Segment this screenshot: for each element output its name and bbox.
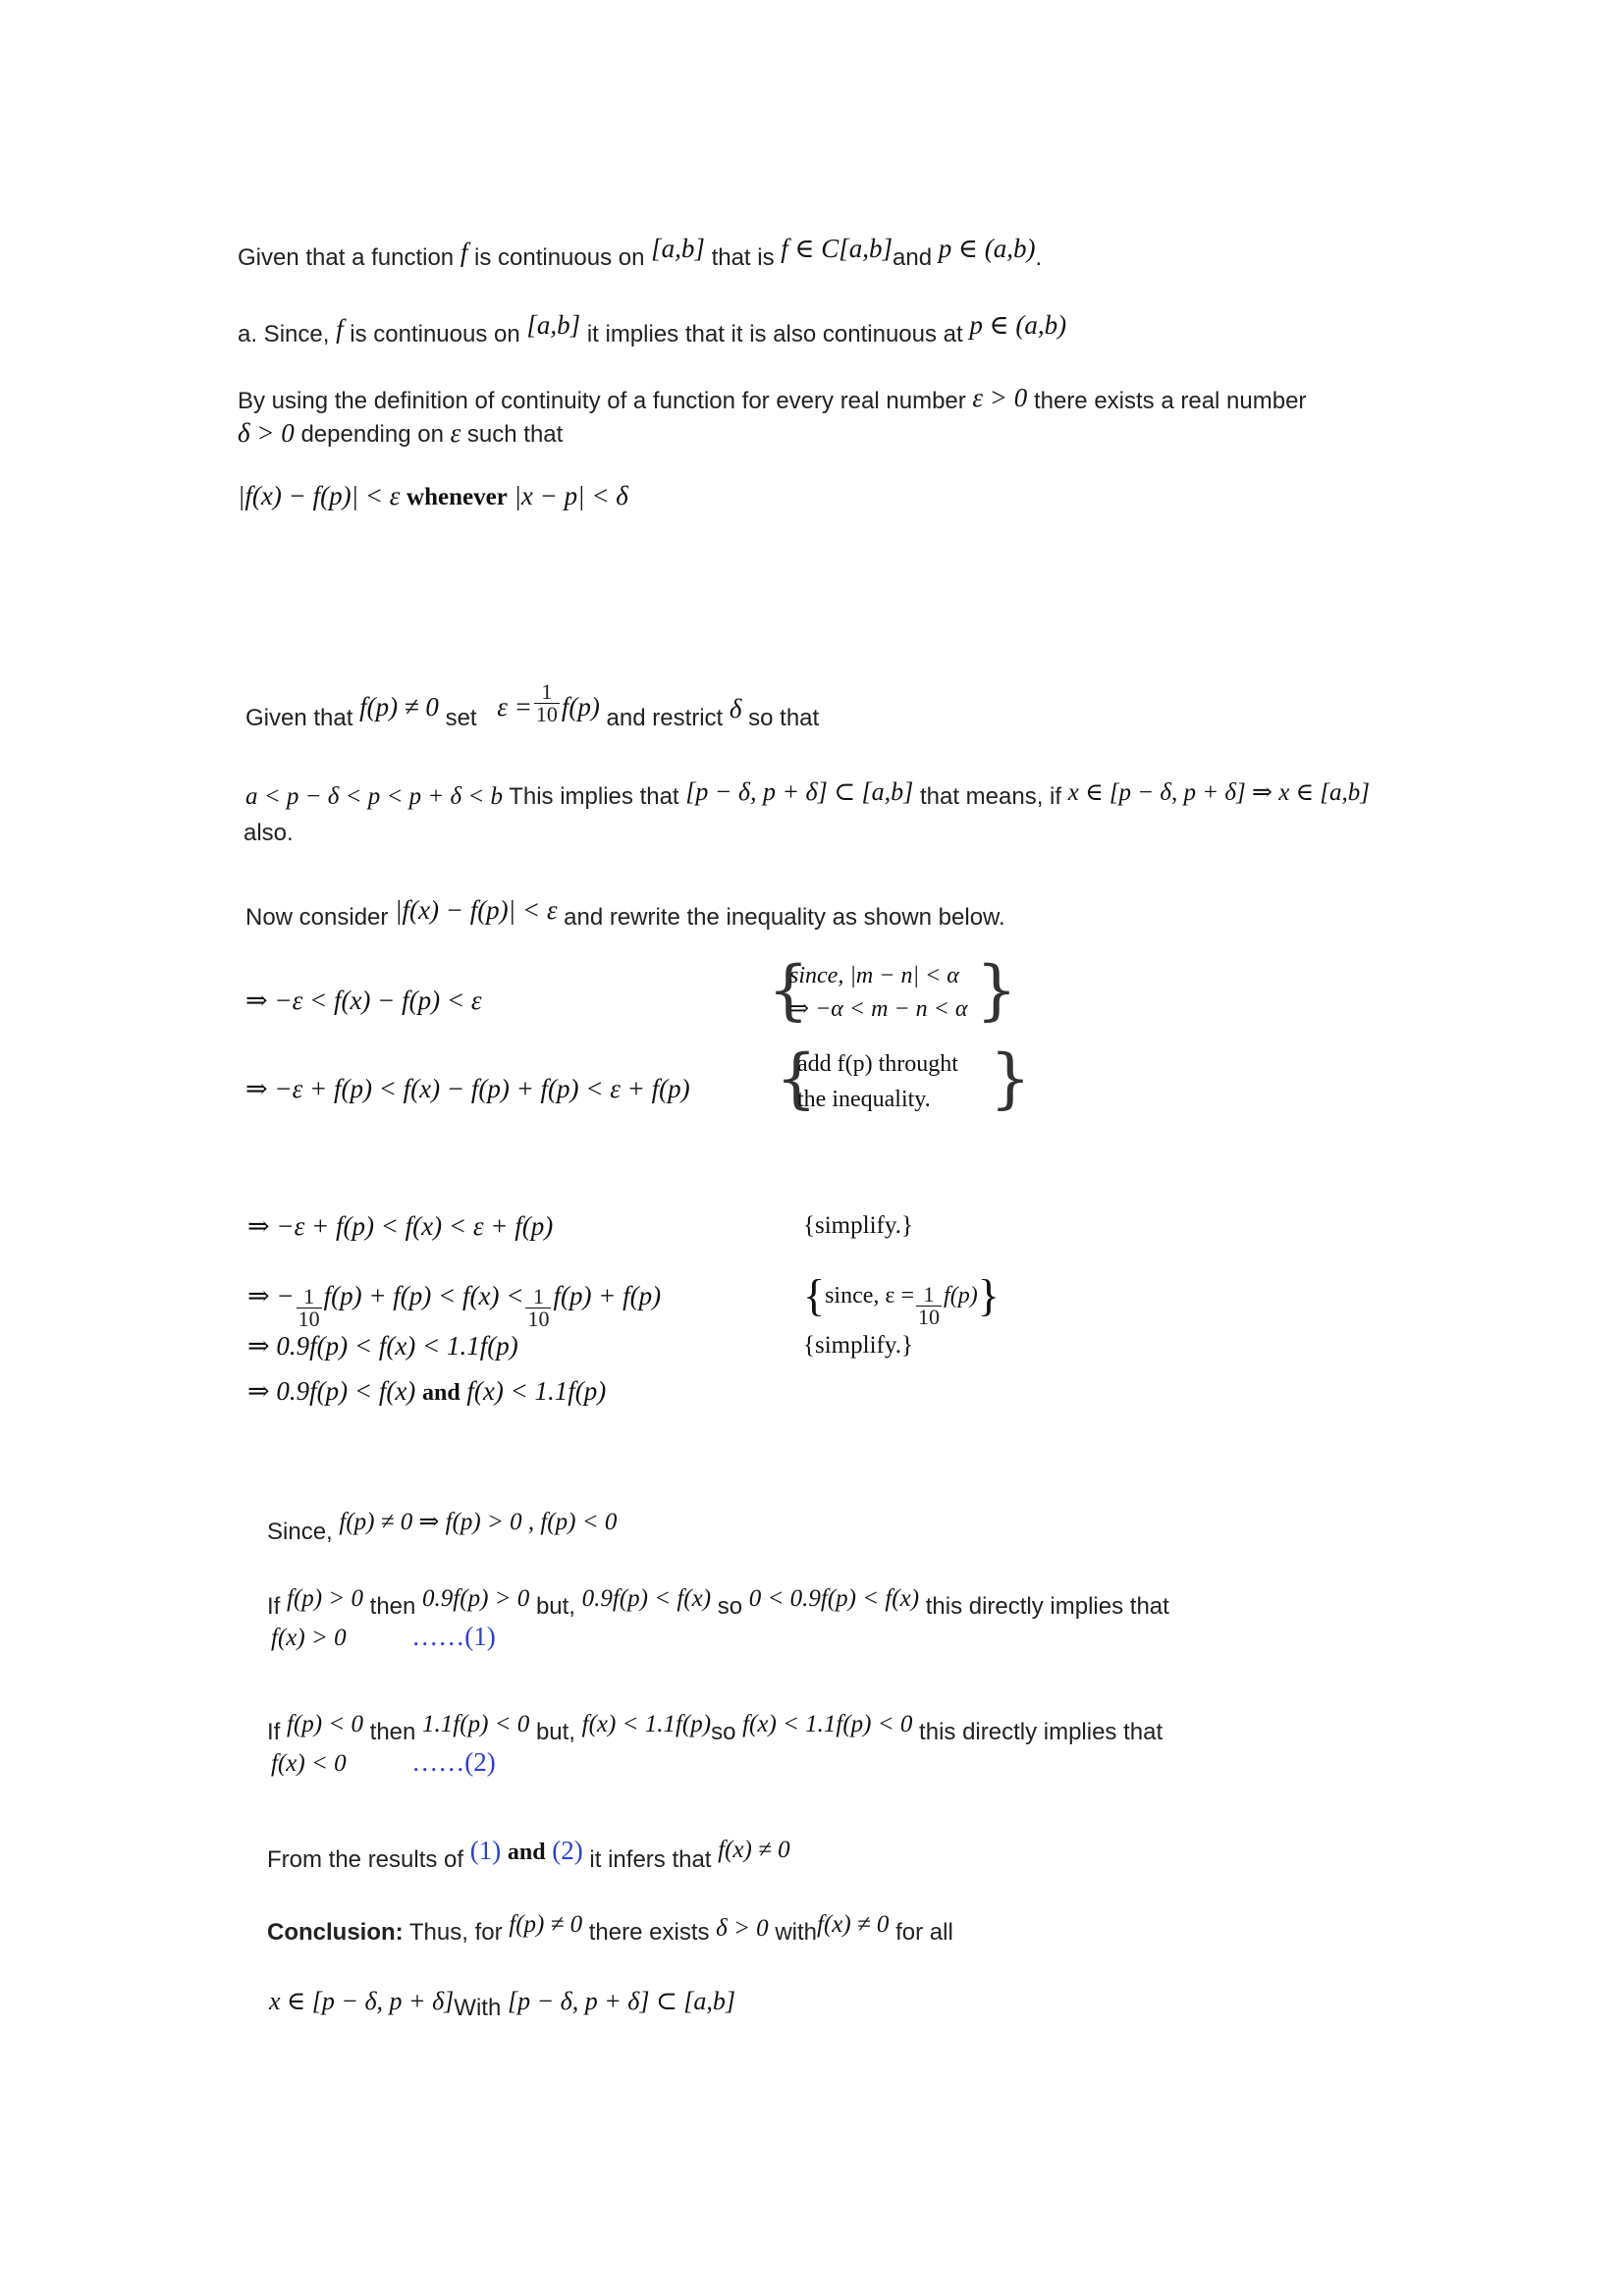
step1-reason-a: since, |m − n| < α — [789, 963, 959, 988]
conclusion-text-2: there exists — [588, 1919, 710, 1946]
definition-text-1: By using the definition of continuity of a function for every real number — [238, 388, 966, 414]
conclusion-line-2 — [269, 1987, 735, 2023]
step4-frac-2-num: 1 — [525, 1286, 551, 1308]
step4-eq-b: f(p) + f(p) < f(x) < — [323, 1281, 524, 1310]
intro-line — [238, 234, 1042, 273]
since-text: Since, — [267, 1519, 333, 1545]
consider-text-2: and rewrite the inequality as shown below. — [564, 904, 1005, 931]
step2-eq-text: ⇒ −ε + f(p) < f(x) − f(p) + f(p) < ε + f(p) — [245, 1074, 690, 1103]
step4-frac-1-den: 10 — [298, 1307, 320, 1332]
continuity-lhs: |f(x) − f(p)| < ε — [238, 481, 401, 510]
part-a-math-interval: [a,b] — [526, 310, 581, 340]
step6-eq-b: f(x) < 1.1f(p) — [466, 1376, 607, 1406]
step4-reason-frac — [916, 1284, 942, 1328]
results-ref-2: (2) — [552, 1836, 583, 1865]
case2-text-3: but, — [535, 1719, 575, 1745]
intro-text-4: and — [893, 244, 933, 271]
given-fp-delta: δ — [729, 694, 742, 723]
case1-line-1 — [267, 1584, 1169, 1622]
conclusion-text-1: Thus, for — [408, 1919, 503, 1946]
step2-reason-a: add f(p) throught — [797, 1051, 958, 1077]
step4-reason-b: f(p) — [944, 1283, 978, 1308]
step2-reason-left-brace: { — [776, 1041, 817, 1116]
definition-math-eps: ε > 0 — [972, 383, 1028, 412]
given-fp-fraction — [534, 681, 560, 725]
consider-line — [245, 895, 1005, 933]
interval-math-1: a < p − δ < p < p + δ < b — [245, 783, 503, 810]
intro-math-interval: [a,b] — [651, 234, 705, 263]
part-a-math-f: f — [336, 314, 344, 344]
case2-math-1: f(p) < 0 — [287, 1711, 363, 1737]
given-fp-frac-den: 10 — [535, 702, 558, 726]
given-fp-line — [245, 677, 819, 748]
case1-ref: ……(1) — [411, 1622, 496, 1651]
step4-reason-frac-num: 1 — [916, 1284, 942, 1307]
given-fp-text-3: and restrict — [606, 705, 724, 731]
conclusion-math-2: δ > 0 — [716, 1915, 769, 1942]
intro-text-3: that is — [711, 244, 775, 271]
case1-text-1: If — [267, 1593, 281, 1620]
intro-math-p: p ∈ (a,b) — [938, 234, 1036, 263]
step4-reason-frac-den: 10 — [918, 1305, 941, 1330]
step5-eq — [247, 1331, 518, 1362]
step4-frac-1-num: 1 — [297, 1286, 322, 1308]
case2-math-4: f(x) < 1.1f(p) < 0 — [742, 1711, 913, 1737]
conclusion-label: Conclusion: — [267, 1919, 404, 1946]
results-line — [267, 1836, 790, 1875]
interval-math-2: [p − δ, p + δ] ⊂ [a,b] — [685, 777, 914, 806]
part-a-math-p: p ∈ (a,b) — [969, 310, 1067, 340]
step2-eq — [245, 1074, 690, 1105]
conclusion-math-1: f(p) ≠ 0 — [509, 1911, 583, 1938]
case1-math-1: f(p) > 0 — [287, 1585, 363, 1612]
step4-eq — [247, 1266, 661, 1337]
step4-reason-lbrace: { — [803, 1270, 826, 1320]
given-fp-eps: ε = — [497, 692, 532, 721]
step4-frac-2-den: 10 — [527, 1307, 550, 1332]
step1-reason-left-brace: { — [768, 952, 809, 1028]
intro-text-1: Given that a function — [238, 244, 455, 271]
interval-text-1: This implies that — [509, 783, 679, 810]
step4-eq-c: f(p) + f(p) — [553, 1281, 662, 1310]
interval-line-1 — [245, 777, 1370, 812]
step4-reason-rbrace: } — [977, 1270, 1000, 1320]
case1-math-3: 0.9f(p) < f(x) — [581, 1585, 712, 1612]
consider-math: |f(x) − f(p)| < ε — [395, 895, 558, 925]
conclusion-text-5: With — [454, 1995, 502, 2021]
case2-line-2 — [271, 1747, 496, 1779]
case2-line-1 — [267, 1710, 1163, 1747]
consider-text-1: Now consider — [245, 904, 389, 931]
definition-line-2 — [238, 418, 563, 450]
definition-line-1 — [238, 383, 1306, 416]
step4-frac-1 — [297, 1286, 322, 1330]
step3-eq-text: ⇒ −ε + f(p) < f(x) < ε + f(p) — [247, 1211, 554, 1241]
step6-eq-a: ⇒ 0.9f(p) < f(x) — [247, 1376, 416, 1406]
case2-text-5: this directly implies that — [919, 1719, 1164, 1745]
results-and: and — [507, 1840, 546, 1865]
since-line — [267, 1508, 617, 1547]
continuity-rhs: |x − p| < δ — [514, 481, 628, 510]
given-fp-math-1: f(p) ≠ 0 — [359, 692, 439, 721]
interval-math-3: x ∈ [p − δ, p + δ] ⇒ x ∈ [a,b] — [1067, 779, 1371, 806]
part-a-line — [238, 310, 1066, 349]
step5-reason — [803, 1331, 913, 1361]
conclusion-math-3: f(x) ≠ 0 — [817, 1911, 890, 1938]
results-text-1: From the results of — [267, 1846, 464, 1873]
intro-text-2: is continuous on — [474, 244, 645, 271]
conclusion-text-3: with — [775, 1919, 818, 1946]
step3-eq — [247, 1211, 553, 1243]
interval-text-3: also. — [244, 820, 294, 846]
conclusion-math-4: x ∈ [p − δ, p + δ] — [269, 1987, 455, 2015]
case1-text-4: so — [717, 1593, 743, 1620]
step5-reason-text: {simplify.} — [803, 1332, 913, 1359]
since-math: f(p) ≠ 0 ⇒ f(p) > 0 , f(p) < 0 — [339, 1509, 618, 1535]
intro-text-5: . — [1035, 244, 1043, 271]
case1-text-3: but, — [535, 1593, 575, 1620]
case1-math-5: f(x) > 0 — [271, 1625, 347, 1651]
intro-math-f: f — [460, 238, 468, 267]
case1-line-2 — [271, 1622, 496, 1653]
case2-math-3: f(x) < 1.1f(p) — [581, 1711, 712, 1737]
case2-math-5: f(x) < 0 — [271, 1750, 347, 1777]
case2-text-2: then — [369, 1719, 416, 1745]
step4-eq-a: ⇒ − — [247, 1281, 295, 1310]
step1-reason-b: ⇒ −α < m − n < α — [789, 996, 968, 1022]
step4-reason-a: since, ε = — [825, 1283, 915, 1308]
case2-text-4: so — [711, 1719, 736, 1745]
step1-eq-text: ⇒ −ε < f(x) − f(p) < ε — [245, 986, 482, 1015]
step3-reason — [803, 1211, 913, 1241]
step1-eq — [245, 986, 481, 1017]
given-fp-text-4: so that — [748, 705, 820, 731]
given-fp-text-1: Given that — [245, 705, 353, 731]
case1-math-4: 0 < 0.9f(p) < f(x) — [748, 1585, 920, 1612]
case2-math-2: 1.1f(p) < 0 — [422, 1711, 530, 1737]
step6-eq — [247, 1376, 606, 1408]
continuity-whenever: whenever — [406, 484, 508, 510]
conclusion-line-1 — [267, 1910, 953, 1948]
continuity-equation — [238, 481, 628, 512]
definition-math-delta: δ > 0 — [238, 418, 295, 448]
part-a-text-1: a. Since, — [238, 321, 330, 347]
results-math: f(x) ≠ 0 — [718, 1837, 790, 1863]
given-fp-fp: f(p) — [561, 692, 600, 721]
definition-text-4: such that — [466, 421, 564, 448]
step4-reason — [803, 1266, 1000, 1335]
definition-text-2: there exists a real number — [1033, 388, 1307, 414]
definition-text-3: depending on — [300, 421, 444, 448]
step1-reason-right-brace: } — [976, 952, 1017, 1028]
conclusion-text-4: for all — [895, 1919, 953, 1946]
case2-text-1: If — [267, 1719, 281, 1745]
given-fp-text-2: set — [445, 705, 477, 731]
case1-math-2: 0.9f(p) > 0 — [422, 1585, 530, 1612]
conclusion-math-5: [p − δ, p + δ] ⊂ [a,b] — [507, 1987, 735, 2015]
part-a-text-3: it implies that it is also continuous at — [586, 321, 963, 347]
given-fp-frac-num: 1 — [534, 681, 560, 704]
interval-text-2: that means, if — [919, 783, 1062, 810]
step4-frac-2 — [525, 1286, 551, 1330]
intro-math-fC: f ∈ C[a,b] — [781, 234, 893, 263]
case1-text-5: this directly implies that — [925, 1593, 1169, 1620]
case2-ref: ……(2) — [411, 1747, 496, 1777]
interval-line-2 — [244, 819, 294, 848]
results-text-2: it infers that — [589, 1846, 712, 1873]
definition-math-eps2: ε — [450, 418, 461, 448]
case1-text-2: then — [369, 1593, 416, 1620]
step1-reason — [768, 952, 1017, 1029]
results-ref-1: (1) — [469, 1836, 502, 1865]
step3-reason-text: {simplify.} — [803, 1212, 913, 1239]
step2-reason-b: the inequality. — [797, 1087, 931, 1112]
step2-reason — [776, 1041, 1031, 1117]
step2-reason-right-brace: } — [990, 1041, 1031, 1116]
step5-eq-text: ⇒ 0.9f(p) < f(x) < 1.1f(p) — [247, 1331, 518, 1361]
step6-and: and — [421, 1380, 460, 1406]
part-a-text-2: is continuous on — [350, 321, 520, 347]
